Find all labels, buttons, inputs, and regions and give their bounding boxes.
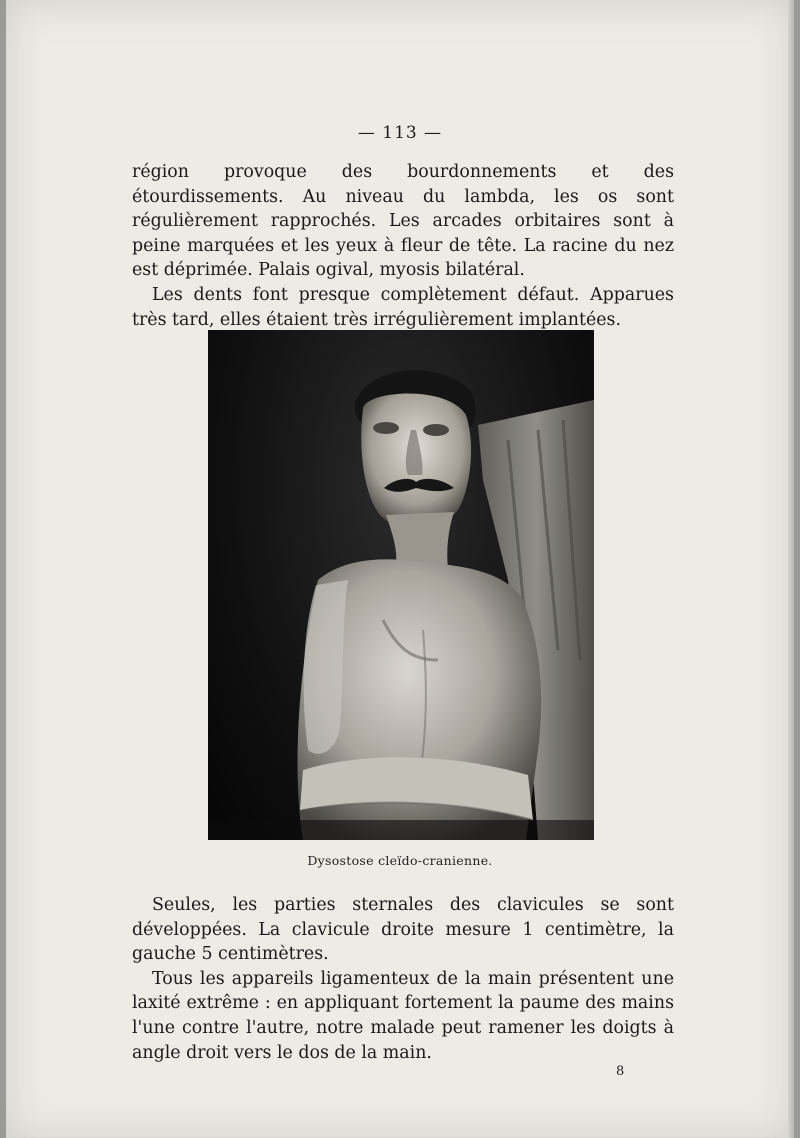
patient-photograph	[208, 330, 594, 840]
photograph-illustration	[208, 330, 594, 840]
scan-edge	[788, 0, 794, 1138]
paragraph-ligaments: Tous les appareils ligamenteux de la main présentent une laxité extrême : en appliquant fortement la paume des mains l'une contre l'autre, notre malade peut ramener les doigts à angle droit vers le dos de la main.	[132, 968, 674, 1063]
page-number: — 113 —	[357, 123, 443, 143]
paragraph-cranium: région provoque des bourdonnements et des étourdissements. Au niveau du lambda, les os sont régulièrement rapprochés. Les arcades orbitaires sont à peine marquées et les yeux à fleur de tête. La racine du nez est déprimée. Palais ogival, myosis bilatéral.	[132, 162, 674, 281]
bottom-paragraphs	[132, 893, 674, 1065]
signature-mark: 8	[616, 1064, 625, 1079]
paragraph-teeth: Les dents font presque complètement défaut. Apparues très tard, elles étaient très irrégulièrement implantées.	[132, 284, 674, 330]
figure-caption: Dysostose cleïdo-cranienne.	[307, 853, 493, 868]
top-paragraphs	[132, 160, 674, 332]
paragraph-clavicles: Seules, les parties sternales des clavicules se sont développées. La clavicule droite mesure 1 centimètre, la gauche 5 centimètres.	[132, 895, 674, 965]
document-page	[6, 0, 794, 1138]
